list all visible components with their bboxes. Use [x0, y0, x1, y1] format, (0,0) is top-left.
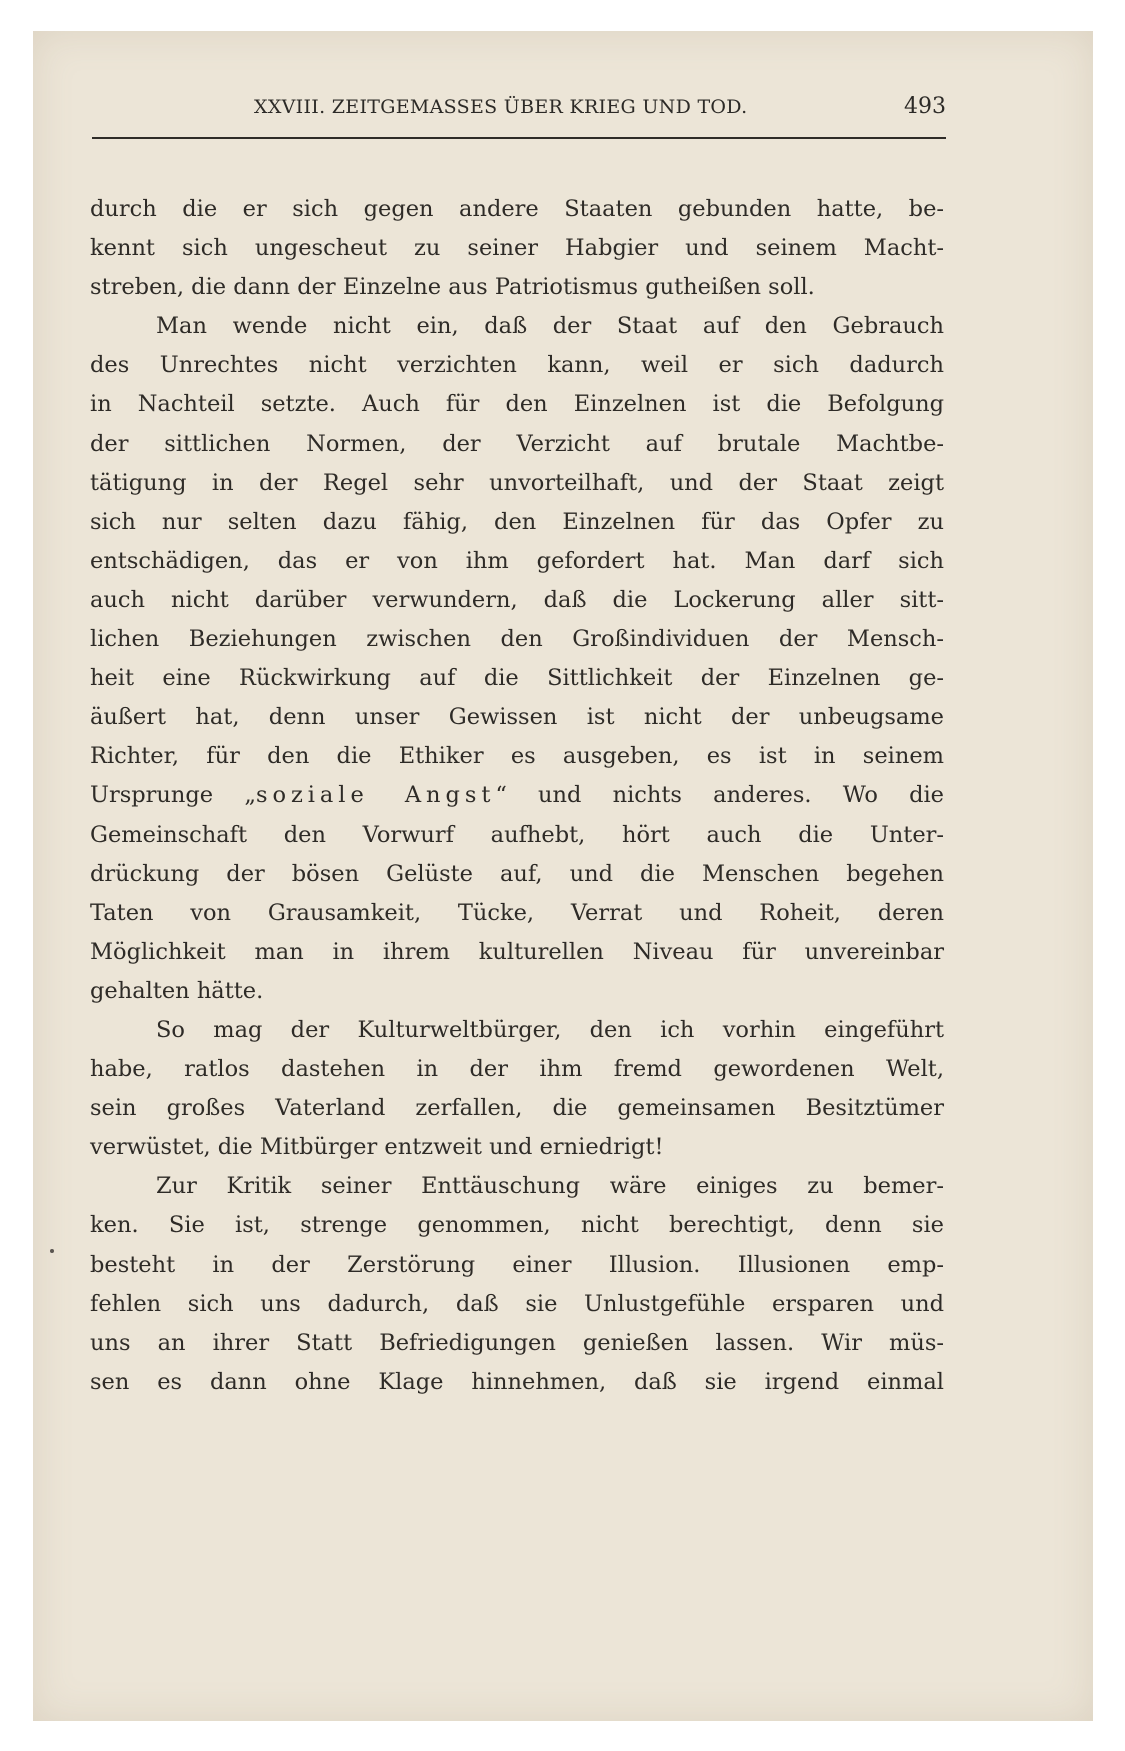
text-line: ken. Sie ist, strenge genommen, nicht berechtigt, denn sie — [90, 1212, 944, 1239]
text-line: fehlen sich uns dadurch, daß sie Unlustgefühle ersparen und — [90, 1290, 944, 1317]
text-segment: “ und nichts anderes. Wo die — [495, 782, 944, 809]
text-segment: Ursprunge „ — [90, 782, 256, 809]
text-line: Richter, für den die Ethiker es ausgeben, es ist in seinem — [90, 743, 944, 770]
text-line: habe, ratlos dastehen in der ihm fremd gewordenen Welt, — [90, 1056, 944, 1083]
text-line: drückung der bösen Gelüste auf, und die Menschen begehen — [90, 860, 944, 887]
running-head: XXVIII. ZEITGEMASSES ÜBER KRIEG UND TOD. — [254, 96, 748, 118]
paper-speck — [50, 1249, 54, 1253]
text-line: Gemeinschaft den Vorwurf aufhebt, hört auch die Unter- — [90, 821, 944, 848]
text-line: in Nachteil setzte. Auch für den Einzelnen ist die Befolgung — [90, 391, 944, 418]
text-line: besteht in der Zerstörung einer Illusion. Illusionen emp- — [90, 1251, 944, 1278]
text-line: Zur Kritik seiner Enttäuschung wäre einiges zu bemer- — [156, 1173, 944, 1200]
text-line: der sittlichen Normen, der Verzicht auf brutale Machtbe- — [90, 430, 944, 457]
spaced-emphasis: soziale Angst — [255, 782, 496, 809]
text-line: streben, die dann der Einzelne aus Patriotismus gutheißen soll. — [90, 274, 815, 301]
text-line: sein großes Vaterland zerfallen, die gemeinsamen Besitztümer — [90, 1095, 944, 1122]
text-line: kennt sich ungescheut zu seiner Habgier und seinem Macht- — [90, 235, 944, 262]
text-line: tätigung in der Regel sehr unvorteilhaft, und der Staat zeigt — [90, 469, 944, 496]
text-line: verwüstet, die Mitbürger entzweit und erniedrigt! — [90, 1134, 664, 1161]
text-line: sich nur selten dazu fähig, den Einzelnen für das Opfer zu — [90, 508, 944, 535]
text-line: uns an ihrer Statt Befriedigungen genießen lassen. Wir müs- — [90, 1329, 944, 1356]
text-line: Man wende nicht ein, daß der Staat auf den Gebrauch — [156, 313, 944, 340]
text-line: sen es dann ohne Klage hinnehmen, daß sie irgend einmal — [90, 1368, 944, 1395]
text-line: entschädigen, das er von ihm gefordert hat. Man darf sich — [90, 547, 944, 574]
header-rule — [92, 137, 946, 139]
text-line: äußert hat, denn unser Gewissen ist nicht der unbeugsame — [90, 704, 944, 731]
body-text — [90, 190, 944, 1402]
page-header — [92, 86, 946, 156]
text-line: lichen Beziehungen zwischen den Großindividuen der Mensch- — [90, 626, 944, 653]
text-line: auch nicht darüber verwundern, daß die Lockerung aller sitt- — [90, 586, 944, 613]
text-line — [90, 776, 944, 815]
text-line: Taten von Grausamkeit, Tücke, Verrat und Roheit, deren — [90, 899, 944, 926]
text-line: des Unrechtes nicht verzichten kann, weil er sich dadurch — [90, 352, 944, 379]
text-line: durch die er sich gegen andere Staaten gebunden hatte, be- — [90, 196, 944, 222]
text-line: So mag der Kulturweltbürger, den ich vorhin eingeführt — [156, 1016, 944, 1043]
text-line: heit eine Rückwirkung auf die Sittlichkeit der Einzelnen ge- — [90, 665, 944, 692]
text-line: gehalten hätte. — [90, 977, 264, 1004]
page-number: 493 — [904, 94, 946, 119]
text-line: Möglichkeit man in ihrem kulturellen Niveau für unvereinbar — [90, 938, 944, 965]
